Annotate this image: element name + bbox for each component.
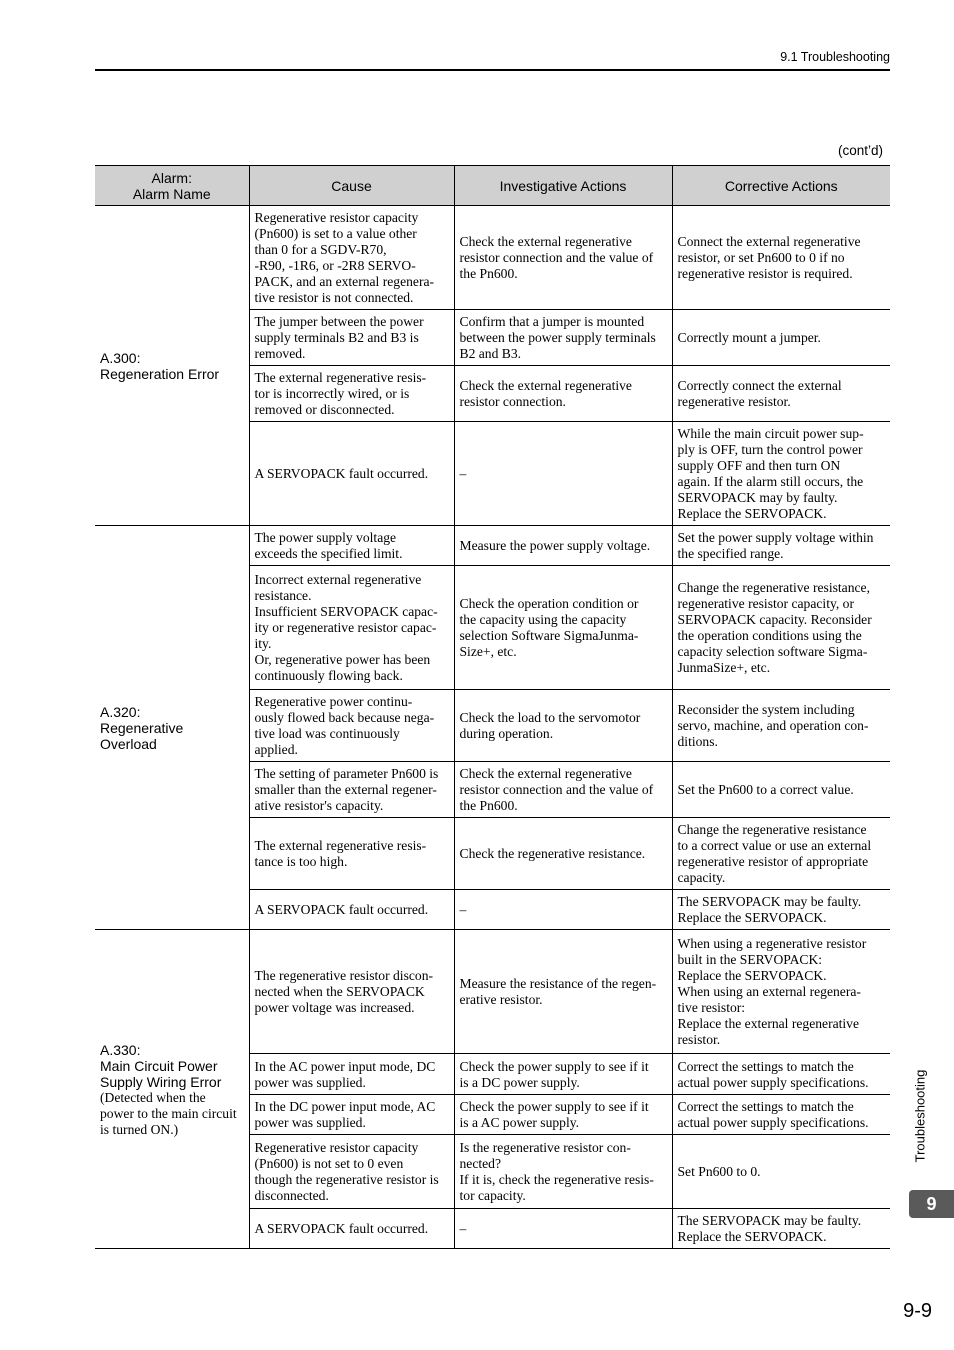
investigative-cell [454,366,672,422]
cause-text-line: Regenerative power continu- [254,694,413,709]
cause-text-line: A SERVOPACK fault occurred. [254,1221,429,1236]
corrective-text-line: SERVOPACK may by faulty. [677,490,838,505]
cause-text-line: Regenerative resistor capacity [254,210,419,225]
column-header-corrective: Corrective Actions [672,166,890,206]
investigative-text-line: Size+, etc. [459,644,517,659]
corrective-text-line: Replace the external regenerative [677,1016,860,1031]
cause-text-line: removed. [254,346,306,361]
cause-cell [249,762,454,818]
investigative-cell [454,818,672,890]
corrective-cell [672,930,890,1054]
cause-cell [249,1209,454,1249]
corrective-cell [672,1209,890,1249]
investigative-text-line: Check the operation condition or [459,596,639,611]
investigative-text-line: – [459,902,467,917]
alarm-cell [95,930,249,1249]
investigative-text-line: B2 and B3. [459,346,522,361]
corrective-text-line: actual power supply specifications. [677,1074,869,1090]
table-row [95,206,890,310]
cause-text-line: smaller than the external regener- [254,782,437,797]
cause-cell [249,690,454,762]
cause-cell [249,566,454,690]
cause-text-line: In the DC power input mode, AC [254,1099,436,1114]
investigative-text-line: selection Software SigmaJunma- [459,628,639,643]
investigative-text-line: Check the external regenerative [459,234,632,249]
table-body [95,206,890,1249]
column-header-cause: Cause [249,166,454,206]
corrective-text-line: the operation conditions using the [677,628,862,643]
cause-cell [249,818,454,890]
alarm-cell [95,206,249,526]
cause-cell [249,366,454,422]
cause-text-line: removed or disconnected. [254,402,395,417]
corrective-text-line: actual power supply specifications. [677,1115,869,1130]
corrective-text-line: capacity selection software Sigma- [677,644,868,659]
corrective-text-line: When using a regenerative resistor [677,936,867,951]
investigative-text-line: between the power supply terminals [459,330,656,345]
corrective-cell [672,566,890,690]
alarm-name-line: A.300: [100,350,141,366]
corrective-text-line: Set the power supply voltage within [677,530,874,545]
cause-text-line: A SERVOPACK fault occurred. [254,902,429,917]
column-header-alarm-line: Alarm Name [132,185,211,202]
corrective-text-line: tive resistor: [677,1000,746,1015]
corrective-text-line: Correctly mount a jumper. [677,330,821,345]
corrective-text-line: regenerative resistor of appropriate [677,854,869,869]
corrective-text-line: Replace the SERVOPACK. [677,1229,827,1244]
cause-text-line: A SERVOPACK fault occurred. [254,466,429,481]
cause-text-line: power was supplied. [254,1115,366,1130]
investigative-cell [454,526,672,566]
cause-cell [249,1054,454,1095]
investigative-cell [454,890,672,930]
chapter-tab: 9 [909,1190,954,1218]
cause-text-line: In the AC power input mode, DC [254,1058,436,1074]
cause-text-line: The power supply voltage [254,530,397,545]
alarm-note-line: power to the main circuit [100,1105,237,1121]
investigative-text-line: nected? [459,1156,502,1171]
cause-text-line: ously flowed back because nega- [254,710,435,725]
corrective-text-line: Set Pn600 to 0. [677,1164,761,1179]
alarm-name-line: Regeneration Error [100,366,220,382]
column-header-alarm [95,166,249,206]
alarm-name-line: A.330: [100,1041,141,1058]
cause-cell [249,930,454,1054]
corrective-text-line: capacity. [677,870,726,885]
investigative-text-line: – [459,466,467,481]
investigative-cell [454,1135,672,1209]
corrective-cell [672,1054,890,1095]
corrective-text-line: Set the Pn600 to a correct value. [677,782,854,797]
cause-cell [249,526,454,566]
investigative-cell [454,1054,672,1095]
corrective-text-line: The SERVOPACK may be faulty. [677,1213,862,1228]
corrective-text-line: again. If the alarm still occurs, the [677,474,864,489]
investigative-text-line: Check the external regenerative [459,766,632,781]
alarm-cell [95,526,249,930]
investigative-text-line: the Pn600. [459,266,518,281]
cause-text-line: supply terminals B2 and B3 is [254,330,419,345]
header-rule [95,69,890,71]
cause-text-line: Or, regenerative power has been [254,652,431,667]
cause-text-line: power voltage was increased. [254,1000,415,1015]
cause-text-line: applied. [254,742,298,757]
corrective-text-line: resistor, or set Pn600 to 0 if no [677,250,845,265]
cause-cell [249,890,454,930]
corrective-text-line: When using an external regenera- [677,984,861,999]
corrective-cell [672,690,890,762]
investigative-text-line: during operation. [459,726,554,741]
cause-text-line: The external regenerative resis- [254,370,427,385]
cause-text-line: Insufficient SERVOPACK capac- [254,604,438,619]
alarm-name-line: Overload [100,736,157,752]
alarm-name-line: Regenerative [100,720,184,736]
investigative-text-line: resistor connection and the value of [459,250,654,265]
troubleshooting-table [95,165,890,1249]
corrective-text-line: Correctly connect the external [677,378,842,393]
cause-text-line: (Pn600) is set to a value other [254,226,417,241]
page-number: 9-9 [903,1300,932,1322]
column-header-alarm-line: Alarm: [151,169,192,186]
cause-text-line: -R90, -1R6, or -2R8 SERVO- [254,258,416,273]
cause-text-line: (Pn600) is not set to 0 even [254,1156,404,1171]
corrective-text-line: the specified range. [677,546,784,561]
cause-text-line: disconnected. [254,1188,329,1203]
running-header: 9.1 Troubleshooting [780,50,890,64]
investigative-cell [454,930,672,1054]
corrective-cell [672,1135,890,1209]
alarm-name-line: A.320: [100,704,141,720]
investigative-text-line: Check the power supply to see if it [459,1099,649,1114]
corrective-text-line: built in the SERVOPACK: [677,952,823,967]
corrective-cell [672,206,890,310]
investigative-text-line: is a AC power supply. [459,1115,580,1130]
cause-text-line: The external regenerative resis- [254,838,427,853]
alarm-name-line: Main Circuit Power [100,1057,218,1074]
corrective-cell [672,1095,890,1135]
corrective-cell [672,526,890,566]
cause-text-line: tance is too high. [254,854,348,869]
alarm-note-line: is turned ON.) [100,1121,179,1137]
table-row [95,930,890,1054]
investigative-text-line: the capacity using the capacity [459,612,627,627]
cause-text-line: though the regenerative resistor is [254,1172,439,1187]
cause-text-line: continuously flowing back. [254,668,403,683]
cause-text-line: resistance. [254,588,312,603]
cause-text-line: Incorrect external regenerative [254,572,422,587]
investigative-text-line: – [459,1221,467,1236]
investigative-cell [454,206,672,310]
investigative-cell [454,310,672,366]
corrective-cell [672,818,890,890]
table-row [95,526,890,566]
investigative-text-line: Check the regenerative resistance. [459,846,646,861]
cause-text-line: tive load was continuously [254,726,400,741]
investigative-text-line: resistor connection. [459,394,566,409]
cause-cell [249,1135,454,1209]
corrective-cell [672,762,890,818]
investigative-text-line: Measure the power supply voltage. [459,538,651,553]
corrective-text-line: Connect the external regenerative [677,234,861,249]
corrective-cell [672,890,890,930]
corrective-text-line: Change the regenerative resistance [677,822,867,837]
cause-text-line: ity or regenerative resistor capac- [254,620,437,635]
cause-text-line: tor is incorrectly wired, or is [254,386,410,401]
table-header-row [95,166,890,206]
cause-text-line: power was supplied. [254,1074,366,1090]
investigative-cell [454,1095,672,1135]
investigative-text-line: Confirm that a jumper is mounted [459,314,645,329]
corrective-cell [672,366,890,422]
alarm-note-line: (Detected when the [100,1089,206,1105]
cause-cell [249,1095,454,1135]
corrective-text-line: regenerative resistor. [677,394,791,409]
corrective-text-line: Reconsider the system including [677,702,855,717]
investigative-cell [454,422,672,526]
investigative-text-line: If it is, check the regenerative resis- [459,1172,654,1187]
corrective-cell [672,310,890,366]
continued-label: (cont’d) [837,143,883,158]
corrective-text-line: regenerative resistor capacity, or [677,596,854,611]
corrective-cell [672,422,890,526]
investigative-text-line: Measure the resistance of the regen- [459,976,657,991]
corrective-text-line: Replace the SERVOPACK. [677,506,827,521]
cause-cell [249,310,454,366]
corrective-text-line: Change the regenerative resistance, [677,580,870,595]
investigative-text-line: tor capacity. [459,1188,526,1203]
cause-text-line: The regenerative resistor discon- [254,968,434,983]
investigative-cell [454,1209,672,1249]
investigative-text-line: resistor connection and the value of [459,782,654,797]
cause-text-line: tive resistor is not connected. [254,290,414,305]
alarm-name-line: Supply Wiring Error [100,1073,222,1090]
cause-text-line: nected when the SERVOPACK [254,984,425,999]
corrective-text-line: While the main circuit power sup- [677,426,864,441]
side-chapter-label-text: Troubleshooting [912,1069,928,1163]
corrective-text-line: Replace the SERVOPACK. [677,910,827,925]
investigative-text-line: Is the regenerative resistor con- [459,1140,631,1155]
investigative-cell [454,566,672,690]
cause-text-line: The setting of parameter Pn600 is [254,766,439,781]
corrective-text-line: SERVOPACK capacity. Reconsider [677,612,872,627]
investigative-text-line: Check the external regenerative [459,378,632,393]
cause-text-line: ative resistor's capacity. [254,798,384,813]
investigative-text-line: is a DC power supply. [459,1074,580,1090]
investigative-text-line: Check the load to the servomotor [459,710,641,725]
column-header-investigative: Investigative Actions [454,166,672,206]
corrective-text-line: The SERVOPACK may be faulty. [677,894,862,909]
cause-text-line: exceeds the specified limit. [254,546,403,561]
investigative-cell [454,690,672,762]
cause-text-line: ity. [254,636,272,651]
corrective-text-line: to a correct value or use an external [677,838,872,853]
corrective-text-line: Replace the SERVOPACK. [677,968,827,983]
corrective-text-line: regenerative resistor is required. [677,266,853,281]
side-chapter-label [910,1064,930,1168]
investigative-cell [454,762,672,818]
corrective-text-line: JunmaSize+, etc. [677,660,771,675]
cause-text-line: The jumper between the power [254,314,424,329]
investigative-text-line: the Pn600. [459,798,518,813]
investigative-text-line: Check the power supply to see if it [459,1058,649,1074]
corrective-text-line: servo, machine, and operation con- [677,718,869,733]
investigative-text-line: erative resistor. [459,992,543,1007]
cause-text-line: than 0 for a SGDV-R70, [254,242,387,257]
cause-cell [249,422,454,526]
cause-text-line: Regenerative resistor capacity [254,1140,419,1155]
cause-text-line: PACK, and an external regenera- [254,274,435,289]
corrective-text-line: supply OFF and then turn ON [677,458,841,473]
corrective-text-line: ply is OFF, turn the control power [677,442,863,457]
corrective-text-line: Correct the settings to match the [677,1099,854,1114]
corrective-text-line: resistor. [677,1032,721,1047]
cause-cell [249,206,454,310]
corrective-text-line: Correct the settings to match the [677,1058,854,1074]
corrective-text-line: ditions. [677,734,718,749]
